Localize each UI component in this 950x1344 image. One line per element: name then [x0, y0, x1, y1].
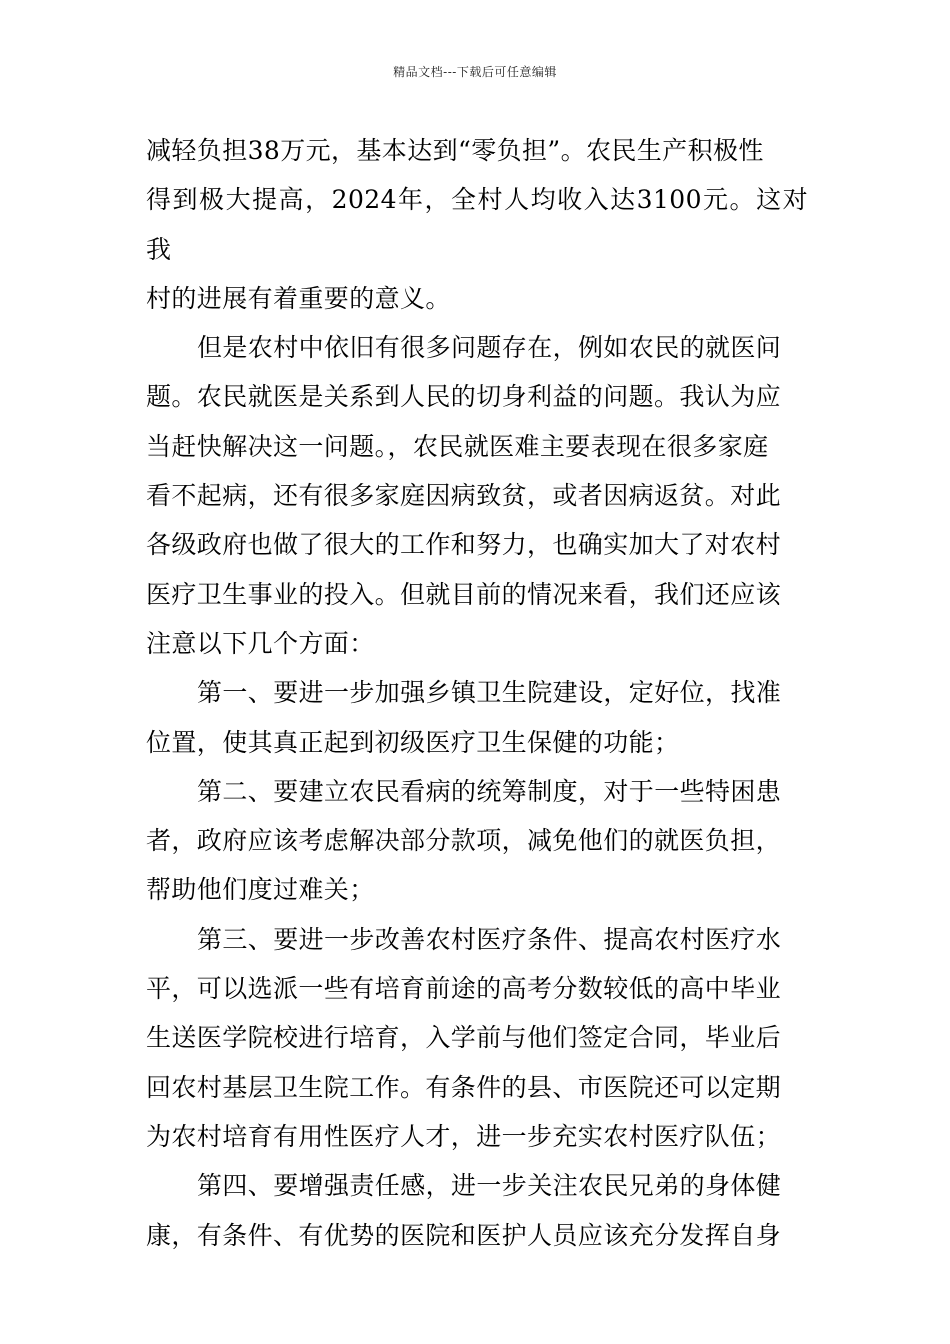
text-line: 村的进展有着重要的意义。	[146, 283, 451, 313]
text-line: 减轻负担38万元，基本达到“零负担”。农民生产积极性	[146, 136, 764, 165]
text-line: 者，政府应该考虑解决部分款项，减免他们的就医负担，	[146, 826, 782, 856]
text-line: 题。农民就医是关系到人民的切身利益的问题。我认为应	[146, 382, 782, 412]
text-line: 第一、要进一步加强乡镇卫生院建设，定好位，找准	[197, 678, 782, 708]
text-line: 得到极大提高，2024年，全村人均收入达3100元。这对我	[146, 185, 808, 264]
text-line: 帮助他们度过难关；	[146, 875, 375, 905]
text-line: 第二、要建立农民看病的统筹制度，对于一些特困患	[197, 776, 782, 806]
text-line: 各级政府也做了很大的工作和努力，也确实加大了对农村	[146, 530, 782, 560]
text-line: 但是农村中依旧有很多问题存在，例如农民的就医问	[197, 333, 782, 363]
paragraph-medical-issue	[146, 323, 808, 668]
text-line: 当赶快解决这一问题。，农民就医难主要表现在很多家庭	[146, 431, 769, 461]
document-body	[146, 126, 808, 1260]
text-line: 看不起病，还有很多家庭因病致贫，或者因病返贫。对此	[146, 481, 782, 511]
text-line: 回农村基层卫生院工作。有条件的县、市医院还可以定期	[146, 1072, 782, 1102]
text-line: 康，有条件、有优势的医院和医护人员应该充分发挥自身	[146, 1220, 782, 1250]
text-line: 医疗卫生事业的投入。但就目前的情况来看，我们还应该	[146, 579, 782, 609]
paragraph-point-4	[146, 1161, 808, 1260]
paragraph-point-2	[146, 767, 808, 915]
text-line: 第三、要进一步改善农村医疗条件、提高农村医疗水	[197, 924, 782, 954]
text-line: 为农村培育有用性医疗人才，进一步充实农村医疗队伍；	[146, 1121, 782, 1151]
text-line: 注意以下几个方面：	[146, 628, 375, 658]
paragraph-point-3	[146, 915, 808, 1161]
text-line: 位置，使其真正起到初级医疗卫生保健的功能；	[146, 727, 680, 757]
page-header: 精品文档---下载后可任意编辑	[393, 65, 557, 79]
paragraph-continuation	[146, 126, 808, 323]
paragraph-point-1	[146, 668, 808, 767]
text-line: 平，可以选派一些有培育前途的高考分数较低的高中毕业	[146, 974, 782, 1004]
text-line: 生送医学院校进行培育，入学前与他们签定合同，毕业后	[146, 1023, 782, 1053]
text-line: 第四、要增强责任感，进一步关注农民兄弟的身体健	[197, 1171, 782, 1201]
